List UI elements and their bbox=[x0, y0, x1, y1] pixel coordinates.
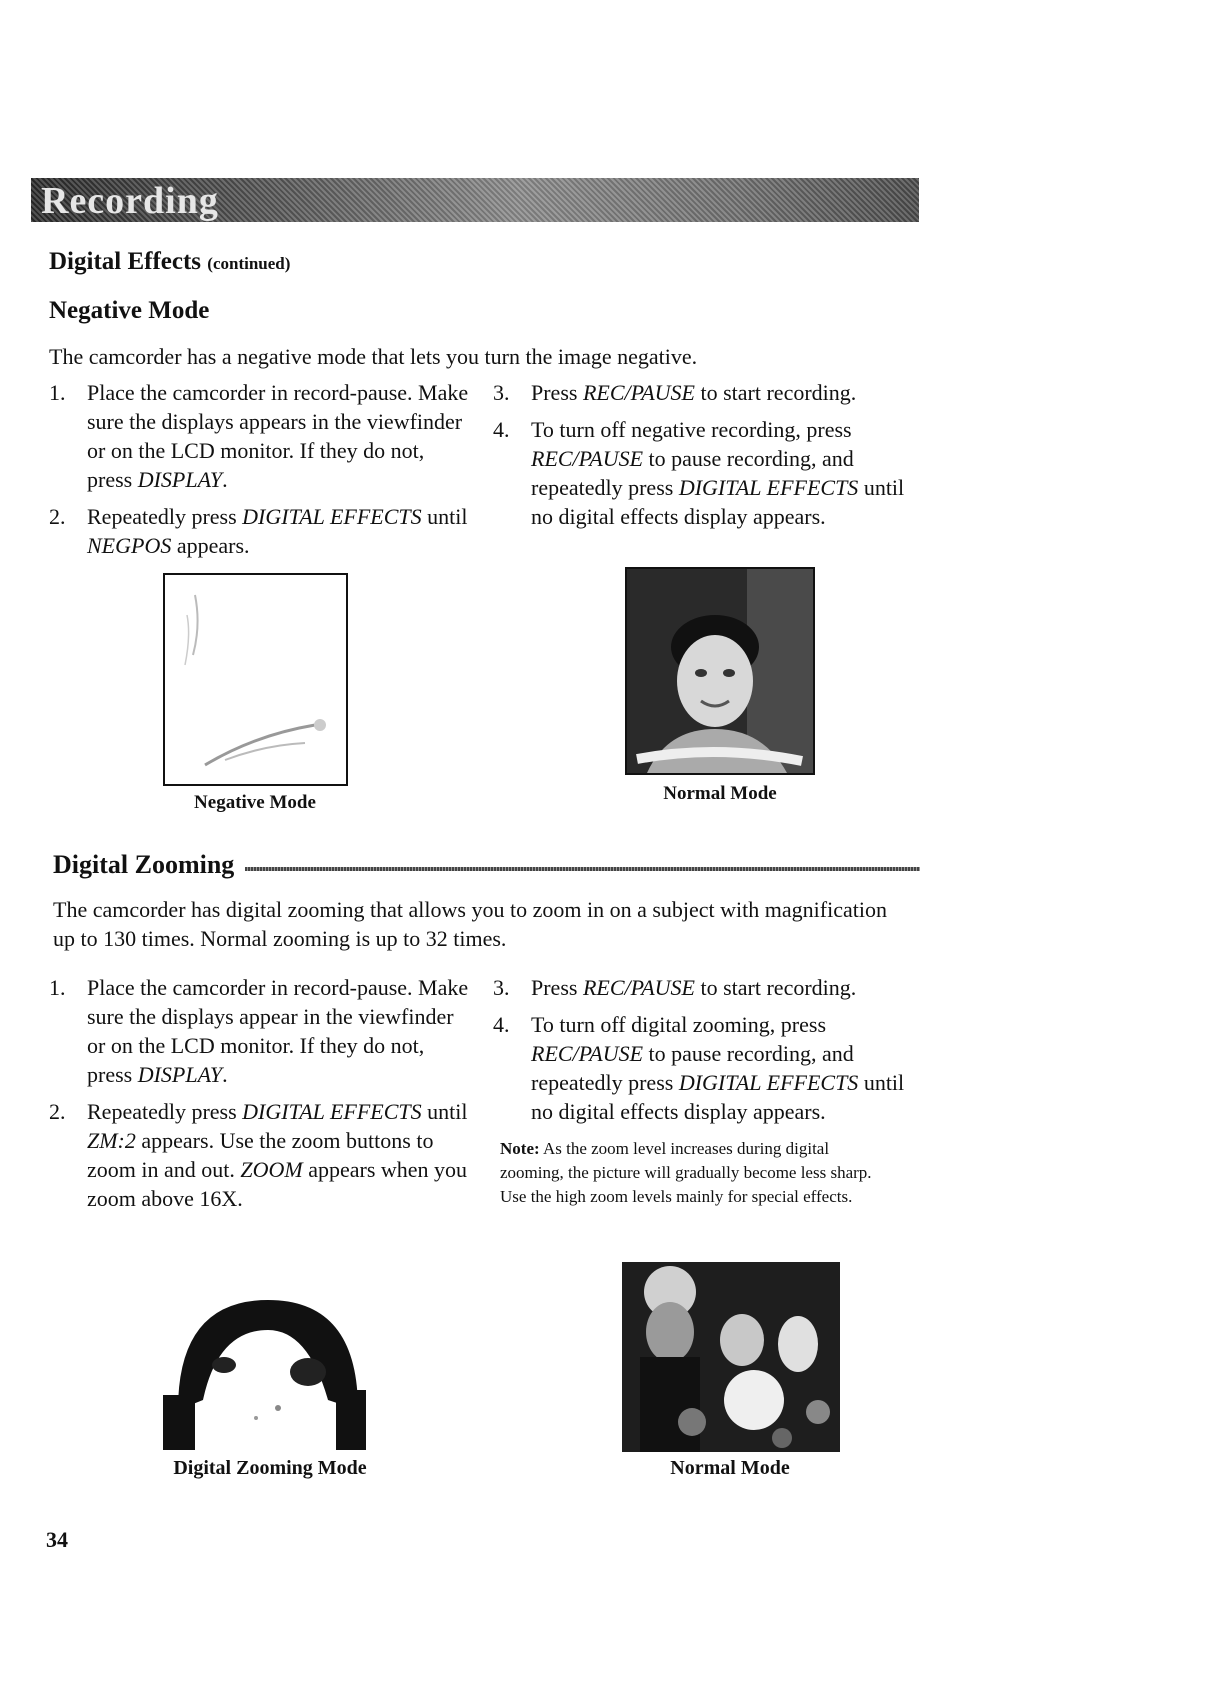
step-number: 1. bbox=[49, 975, 66, 1000]
zooming-steps-right bbox=[493, 973, 923, 1134]
zooming-heading: Digital Zooming bbox=[53, 850, 235, 879]
step-number: 3. bbox=[493, 380, 510, 405]
step-item bbox=[49, 502, 469, 560]
negative-steps-left bbox=[49, 378, 469, 568]
step-text: to start recording. bbox=[694, 975, 857, 1000]
negative-mode-image bbox=[163, 573, 348, 786]
step-keyword: DISPLAY bbox=[137, 467, 223, 492]
step-text: until bbox=[421, 504, 468, 529]
negative-intro: The camcorder has a negative mode that lets you turn the image negative. bbox=[49, 344, 698, 369]
step-keyword: ZOOM bbox=[240, 1157, 303, 1182]
normal-mode-image bbox=[625, 567, 815, 775]
page-number: 34 bbox=[46, 1527, 68, 1552]
step-keyword: DIGITAL EFFECTS bbox=[242, 1099, 422, 1124]
section-banner bbox=[31, 178, 919, 222]
step-keyword: REC/PAUSE bbox=[582, 975, 695, 1000]
step-item bbox=[493, 415, 923, 531]
step-text: until no digital effects display appears. bbox=[531, 475, 905, 529]
step-text: appears when you zoom above 16X. bbox=[87, 1157, 468, 1211]
step-keyword: NEGPOS bbox=[87, 533, 172, 558]
step-keyword: ZM:2 bbox=[87, 1128, 136, 1153]
step-text: until no digital effects display appears. bbox=[531, 1070, 905, 1124]
step-text: to pause recording, and repeatedly press bbox=[531, 446, 854, 500]
negative-steps-right bbox=[493, 378, 923, 539]
step-number: 2. bbox=[49, 1099, 66, 1124]
step-item bbox=[493, 378, 923, 407]
step-number: 2. bbox=[49, 504, 66, 529]
step-keyword: REC/PAUSE bbox=[582, 380, 695, 405]
step-number: 4. bbox=[493, 1012, 510, 1037]
step-item bbox=[49, 973, 469, 1089]
step-text: to pause recording, and repeatedly press bbox=[531, 1041, 854, 1095]
step-item bbox=[49, 1097, 469, 1213]
step-text: Place the camcorder in record-pause. Make sure the displays appears in the viewfinder or on the LCD monitor. If they do not, press bbox=[87, 380, 469, 492]
step-text: appears. bbox=[171, 533, 250, 558]
step-text: Repeatedly press bbox=[87, 504, 243, 529]
section-heading bbox=[49, 248, 290, 276]
zooming-heading-rule bbox=[245, 867, 920, 871]
step-number: 4. bbox=[493, 417, 510, 442]
zooming-caption-right: Normal Mode bbox=[670, 1457, 790, 1479]
step-text: . bbox=[222, 1062, 228, 1087]
zoomed-face-art bbox=[158, 1290, 370, 1450]
step-keyword: DIGITAL EFFECTS bbox=[242, 504, 422, 529]
step-keyword: DIGITAL EFFECTS bbox=[678, 1070, 859, 1095]
step-text: to start recording. bbox=[694, 380, 857, 405]
step-text: Press bbox=[531, 975, 583, 1000]
section-title-suffix: (continued) bbox=[207, 254, 291, 273]
zooming-note bbox=[500, 1137, 890, 1209]
step-text: Press bbox=[531, 380, 583, 405]
negative-caption-right: Normal Mode bbox=[663, 783, 777, 804]
step-text: until bbox=[421, 1099, 468, 1124]
zooming-caption-left: Digital Zooming Mode bbox=[173, 1457, 367, 1479]
step-number: 1. bbox=[49, 380, 66, 405]
step-text: . bbox=[222, 467, 228, 492]
step-text: To turn off negative recording, press bbox=[531, 417, 852, 442]
step-keyword: REC/PAUSE bbox=[531, 1041, 644, 1066]
digital-zooming-image bbox=[158, 1290, 370, 1450]
section-title: Digital Effects bbox=[49, 248, 202, 275]
banner-title: Recording bbox=[41, 180, 219, 222]
step-item bbox=[49, 378, 469, 494]
step-item bbox=[493, 973, 923, 1002]
zooming-intro: The camcorder has digital zooming that allows you to zoom in on a subject with magnification up to 130 times. Normal zooming is up to 32 times. bbox=[53, 897, 887, 951]
step-text: To turn off digital zooming, press bbox=[531, 1012, 827, 1037]
negative-mode-heading: Negative Mode bbox=[49, 297, 210, 324]
group-photo-art bbox=[622, 1262, 840, 1452]
step-keyword: DISPLAY bbox=[137, 1062, 223, 1087]
zooming-steps-left bbox=[49, 973, 469, 1221]
step-item bbox=[493, 1010, 923, 1126]
step-text: appears. Use the zoom buttons to zoom in and out. bbox=[87, 1128, 434, 1182]
note-label: Note: bbox=[500, 1139, 540, 1158]
note-text: As the zoom level increases during digital zooming, the picture will gradually become less sharp. Use the high zoom levels mainly for special effects. bbox=[500, 1139, 872, 1206]
step-number: 3. bbox=[493, 975, 510, 1000]
negative-image-art bbox=[165, 575, 346, 784]
step-keyword: DIGITAL EFFECTS bbox=[678, 475, 859, 500]
step-keyword: REC/PAUSE bbox=[531, 446, 644, 471]
negative-caption-left: Negative Mode bbox=[194, 792, 316, 813]
step-text: Repeatedly press bbox=[87, 1099, 243, 1124]
boy-portrait-art bbox=[627, 569, 813, 773]
normal-mode-image-2 bbox=[622, 1262, 840, 1452]
step-text: Place the camcorder in record-pause. Make sure the displays appear in the viewfinder or on the LCD monitor. If they do not, press bbox=[87, 975, 469, 1087]
